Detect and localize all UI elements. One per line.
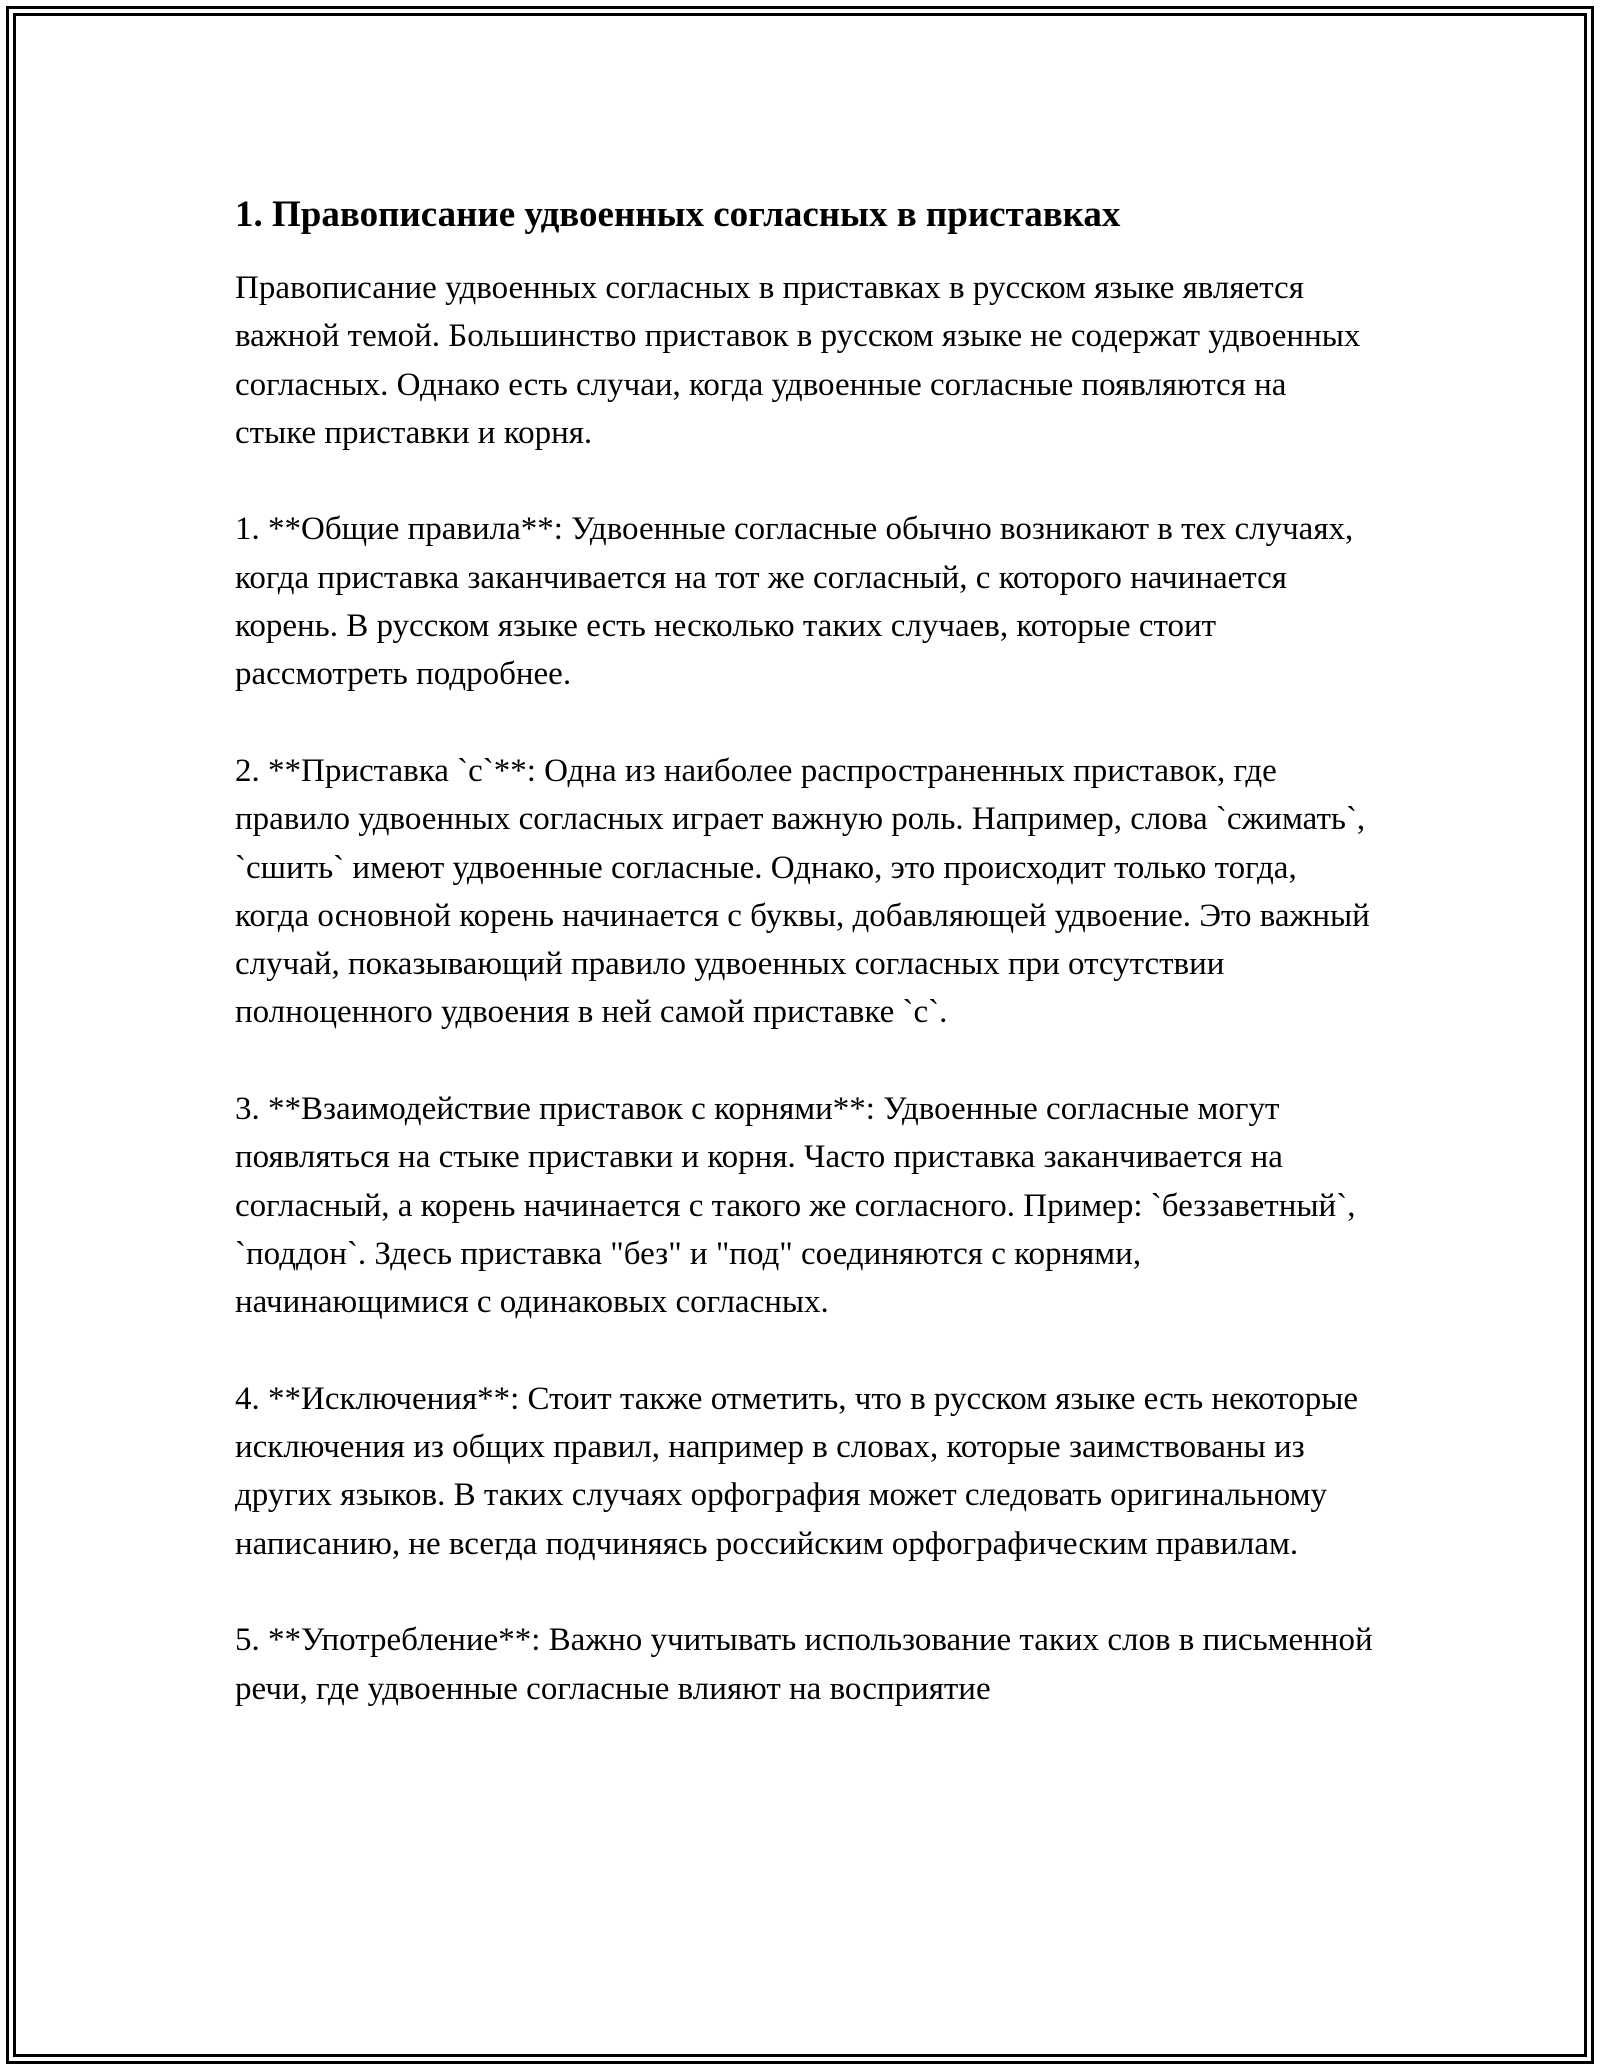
intro-paragraph: Правописание удвоенных согласных в приставках в русском языке является важной темой. Большинство приставок в русском языке не содержат удвоенных согласных. Однако есть случаи, когда удвоенные согласные появляются на стыке приставки и корня. <box>235 270 1361 451</box>
rule-5-paragraph: 5. **Употребление**: Важно учитывать использование таких слов в письменной речи, где удвоенные согласные влияют на восприятие <box>235 1622 1373 1707</box>
rule-1-paragraph: 1. **Общие правила**: Удвоенные согласные обычно возникают в тех случаях, когда приставка заканчивается на тот же согласный, с которого начинается корень. В русском языке есть несколько таких случаев, которые стоит рассмотреть подробнее. <box>235 511 1354 693</box>
section-title: 1. Правописание удвоенных согласных в приставках <box>235 194 1121 235</box>
rule-2-paragraph: 2. **Приставка `с`**: Одна из наиболее распространенных приставок, где правило удвоенных согласных играет важную роль. Например, слова `сжимать`, `сшить` имеют удвоенные согласные. Однако, это происходит только тогда, когда основной корень начинается с буквы, добавляющей удвоение. Это важный случай, показывающий правило удвоенных согласных при отсутствии полноценного удвоения в ней самой приставке `с`. <box>235 752 1370 1031</box>
rule-4-paragraph: 4. **Исключения**: Стоит также отметить, что в русском языке есть некоторые исключения из общих правил, например в словах, которые заимствованы из других языков. В таких случаях орфография может следовать оригинальному написанию, не всегда подчиняясь российским орфографическим правилам. <box>235 1380 1359 1562</box>
rule-3-paragraph: 3. **Взаимодействие приставок с корнями**: Удвоенные согласные могут появляться на стыке приставки и корня. Часто приставка заканчивается на согласный, а корень начинается с такого же согласного. Пример: `беззаветный`, `поддон`. Здесь приставка "без" и "под" соединяются с корнями, начинающимися с одинаковых согласных. <box>235 1091 1356 1321</box>
document-body <box>235 190 1375 1761</box>
